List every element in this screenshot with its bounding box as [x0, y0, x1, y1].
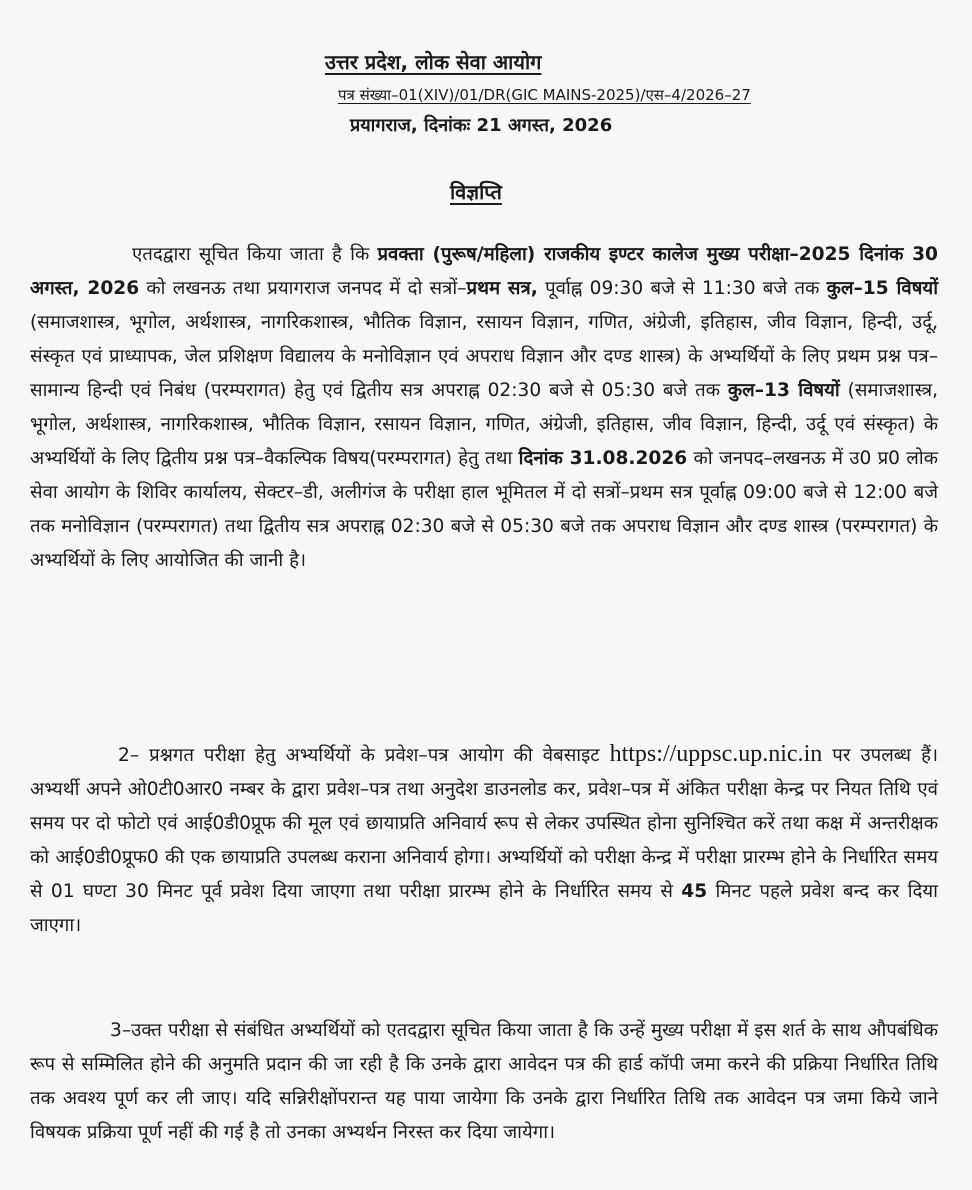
second-date: दिनांक 31.08.2026: [518, 448, 688, 469]
paragraph-1-exam-schedule: [30, 238, 938, 578]
text-span: 3–उक्त परीक्षा से संबंधित अभ्यर्थियों को एतदद्वारा सूचित किया जाता है कि उन्हें मुख्य परीक्षा में इस शर्त के साथ औपबंधिक रूप से सम्मिलित होने की अनुमति प्रदान की जा रही है कि उनके द्वारा आवेदन पत्र की हार्ड कॉपी जमा करने की प्रक्रिया निर्धारित तिथि तक अवश्य पूर्ण कर ली जाए। यदि सन्निरीक्षोंपरान्त यह पाया जायेगा कि उनके द्वारा निर्धारित तिथि तक आवेदन पत्र जमा किये जाने विषयक प्रक्रिया पूर्ण नहीं की गई है तो उनका अभ्यर्थन निरस्त कर दिया जायेगा।: [30, 1020, 938, 1143]
text-span: (समाजशास्त्र, भूगोल, अर्थशास्त्र, नागरिकशास्त्र, भौतिक विज्ञान, रसायन विज्ञान, गणित, अंग्रेजी, इतिहास, जीव विज्ञान, हिन्दी, उर्दू, संस्कृत एवं प्राध्यापक, जेल प्रशिक्षण विद्यालय के मनोविज्ञान एवं अपराध विज्ञान और दण्ड शास्त्र) के अभ्यर्थियों के लिए प्रथम प्रश्न पत्र–सामान्य हिन्दी एवं निबंध (परम्परागत) हेतु एवं द्वितीय सत्र अपराह्न 02:30 बजे से 05:30 बजे तक: [30, 312, 938, 401]
text-span: (समाजशास्त्र, भूगोल, अर्थशास्त्र, नागरिकशास्त्र, भौतिक विज्ञान, रसायन विज्ञान, गणित, अंग्रेजी, इतिहास, जीव विज्ञान, हिन्दी, उर्दू एवं संस्कृत) के अभ्यर्थियों के लिए द्वितीय प्रश्न पत्र–वैकल्पिक विषय(परम्परागत) हेतु तथा: [30, 380, 938, 469]
notice-title: विज्ञप्ति: [450, 180, 502, 204]
first-session-label: प्रथम सत्र,: [466, 278, 538, 299]
text-span: पूर्वाह्न 09:30 बजे से 11:30 बजे तक: [537, 278, 827, 299]
website-link[interactable]: https://uppsc.up.nic.in: [609, 741, 823, 767]
paragraph-2-admit-card: [30, 737, 938, 943]
reference-number: पत्र संख्या–01(XIV)/01/DR(GIC MAINS-2025)/एस–4/2026–27: [338, 86, 751, 104]
text-span: पर उपलब्ध हैं। अभ्यर्थी अपने ओ0टी0आर0 नम्बर के द्वारा प्रवेश–पत्र तथा अनुदेश डाउनलोड कर, प्रवेश–पत्र में अंकित परीक्षा केन्द्र पर नियत तिथि एवं समय पर दो फोटो एवं आई0डी0प्रूफ की मूल एवं छायाप्रति अनिवार्य रूप से लेकर उपस्थित होना सुनिश्चित करें तथा कक्ष में अन्तरीक्षक को आई0डी0प्रूफ0 की एक छायाप्रति उपलब्ध कराना अनिवार्य होगा। अभ्यर्थियों को परीक्षा केन्द्र में परीक्षा प्रारम्भ होने के निर्धारित समय से 01 घण्टा 30 मिनट पूर्व प्रवेश दिया जाएगा तथा परीक्षा प्रारम्भ होने के निर्धारित समय से: [30, 745, 939, 902]
text-span: को लखनऊ तथा प्रयागराज जनपद में दो सत्रों–: [139, 278, 467, 299]
place-date-line: प्रयागराज, दिनांकः 21 अगस्त, 2026: [350, 115, 613, 136]
text-span: मिनट पहले प्रवेश बन्द कर दिया जाएगा।: [30, 881, 938, 936]
total-13-subjects: कुल–13 विषयों: [727, 380, 840, 401]
total-15-subjects: कुल–15 विषयों: [826, 278, 939, 299]
entry-close-minutes: 45: [681, 881, 708, 902]
text-span: को जनपद–लखनऊ में उ0 प्र0 लोक सेवा आयोग के शिविर कार्यालय, सेक्टर–डी, अलीगंज के परीक्षा हाल भूमितल में दो सत्रों–प्रथम सत्र पूर्वाह्न 09:00 बजे से 12:00 बजे तक मनोविज्ञान (परम्परागत) तथा द्वितीय सत्र अपराह्न 02:30 बजे से 05:30 बजे तक अपराध विज्ञान और दण्ड शास्त्र (परम्परागत) के अभ्यर्थियों के लिए आयोजित की जानी है।: [30, 448, 938, 571]
paragraph-3-provisional-admission: [30, 1014, 938, 1150]
exam-name-date: प्रवक्ता (पुरूष/महिला) राजकीय इण्टर कालेज मुख्य परीक्षा–2025 दिनांक 30 अगस्त, 2026: [30, 244, 938, 299]
text-span: एतदद्वारा सूचित किया जाता है कि: [132, 244, 378, 265]
organization-name: उत्तर प्रदेश, लोक सेवा आयोग: [325, 50, 542, 74]
text-span: 2– प्रश्नगत परीक्षा हेतु अभ्यर्थियों के प्रवेश–पत्र आयोग की वेबसाइट: [118, 745, 610, 766]
